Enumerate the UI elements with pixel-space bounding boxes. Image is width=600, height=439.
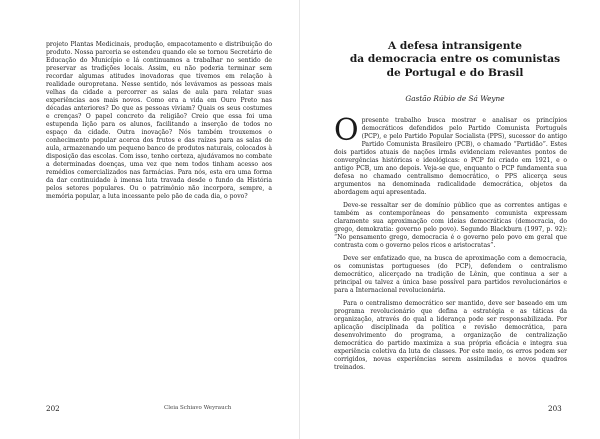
- intro-text: presente trabalho busca mostrar e analisar os princípios democráticos defendidos pelo Partido Comunista Português (PCP), e pelo Partido Popular Socialista (PPS), sucessor do antigo Partido Comunista Brasileiro (PCB), o chamado “Partidão”. Estes dois partidos atuais de nações irmãs evidenciam relevantes pontos de convergências históricas e ideológicas: o PCP foi criado em 1921, e o antigo PCB, um ano depois. Veja-se que, enquanto o PCP fundamenta sua defesa no chamado centralismo democrático, o PPS alicerça seus argumentos na denominada radicalidade democrática, objetos da abordagem aqui apresentada.: [334, 117, 567, 196]
- chapter-title: [344, 40, 566, 80]
- body-paragraph: Deve ser enfatizado que, na busca de aproximação com a democracia, os comunistas portugueses (do PCP), defendem o centralismo democrático, alicerçado na tradição de Lênin, que continua a ser a principal ou talvez a única base possível para partidos revolucionários e para a Internacional revolucionária.: [334, 254, 567, 294]
- right-body-text: [334, 113, 567, 377]
- left-page-number: 202: [46, 404, 60, 413]
- left-paragraph: projeto Plantas Medicinais, produção, empacotamento e distribuição do produto. Nossa parceria se estendeu quando ele se tornou Secretário de Educação do Município e lá continuamos a trabalhar no sentido de preservar as tradições locais. Assim, eu não poderia terminar sem recordar algumas atitudes inovadoras que tivemos em relação à realidade ouropretana. Nesse sentido, nós levávamos as pessoas mais velhas da cidade a percorrer as salas de aula para relatar suas experiências aos mais novos. Como era a vida em Ouro Preto nas décadas anteriores? Do que as pessoas viviam? Quais os seus costumes e crenças? O papel concreto da religião? Creio que essa foi uma estupenda lição para os alunos, facilitando a inserção de todos no espaço da cidade. Outra inovação? Nós também trouxemos o conhecimento popular acerca dos frutos e das raízes para as salas de aula, armazenando um pequeno banco de produtos naturais, colocados à disposição das escolas. Com isso, tenho certeza, ajudávamos no combate a determinadas doenças, uma vez que nem todos tinham acesso aos remédios comercializados nas farmácias. Para nós, esta era uma forma da dar continuidade à imensa luta travada desde o fundo da História pelos setores populares. Ou o patrimônio não incorpora, sempre, a memória popular, a luta incessante pelo pão de cada dia, o povo?: [46, 41, 272, 200]
- body-paragraph: Para o centralismo democrático ser mantido, deve ser baseado em um programa revolucionário que defina a estratégia e as táticas da organização, através do qual a liderança pode ser responsabilizada. Por aplicação disciplinada da política e revisão democrática, para desenvolvimento do programa, a organização de centralização democrática do partido maximiza a sua própria eficácia e integra sua experiência coletiva da luta de classes. Por este meio, os erros podem ser corrigidos, novas experiências serem assimiladas e novos quadros treinados.: [334, 299, 567, 371]
- running-head: Cleia Schiavo Weyrauch: [164, 405, 232, 411]
- intro-paragraph: [334, 113, 567, 197]
- body-paragraph: Deve-se ressaltar ser de domínio público que as correntes antigas e também as contemporâneas do pensamento comunista expressam claramente sua aproximação com ideias democráticas (democracia, do grego, demokratia: governo pelo povo). Segundo Blackburn (1997, p. 92): “No pensamento grego, democracia é o governo pelo povo em geral que contrasta com o governo pelos ricos e aristocratas”.: [334, 201, 567, 249]
- chapter-author: Gastão Rúbio de Sá Weyne: [405, 94, 505, 103]
- drop-cap: O: [334, 113, 359, 148]
- left-body-text: [46, 41, 272, 201]
- right-page-number: 203: [548, 404, 562, 413]
- title-line: da democracia entre os comunistas: [349, 53, 561, 66]
- title-line: de Portugal e do Brasil: [386, 66, 524, 79]
- title-line: A defesa intransigente: [387, 40, 523, 52]
